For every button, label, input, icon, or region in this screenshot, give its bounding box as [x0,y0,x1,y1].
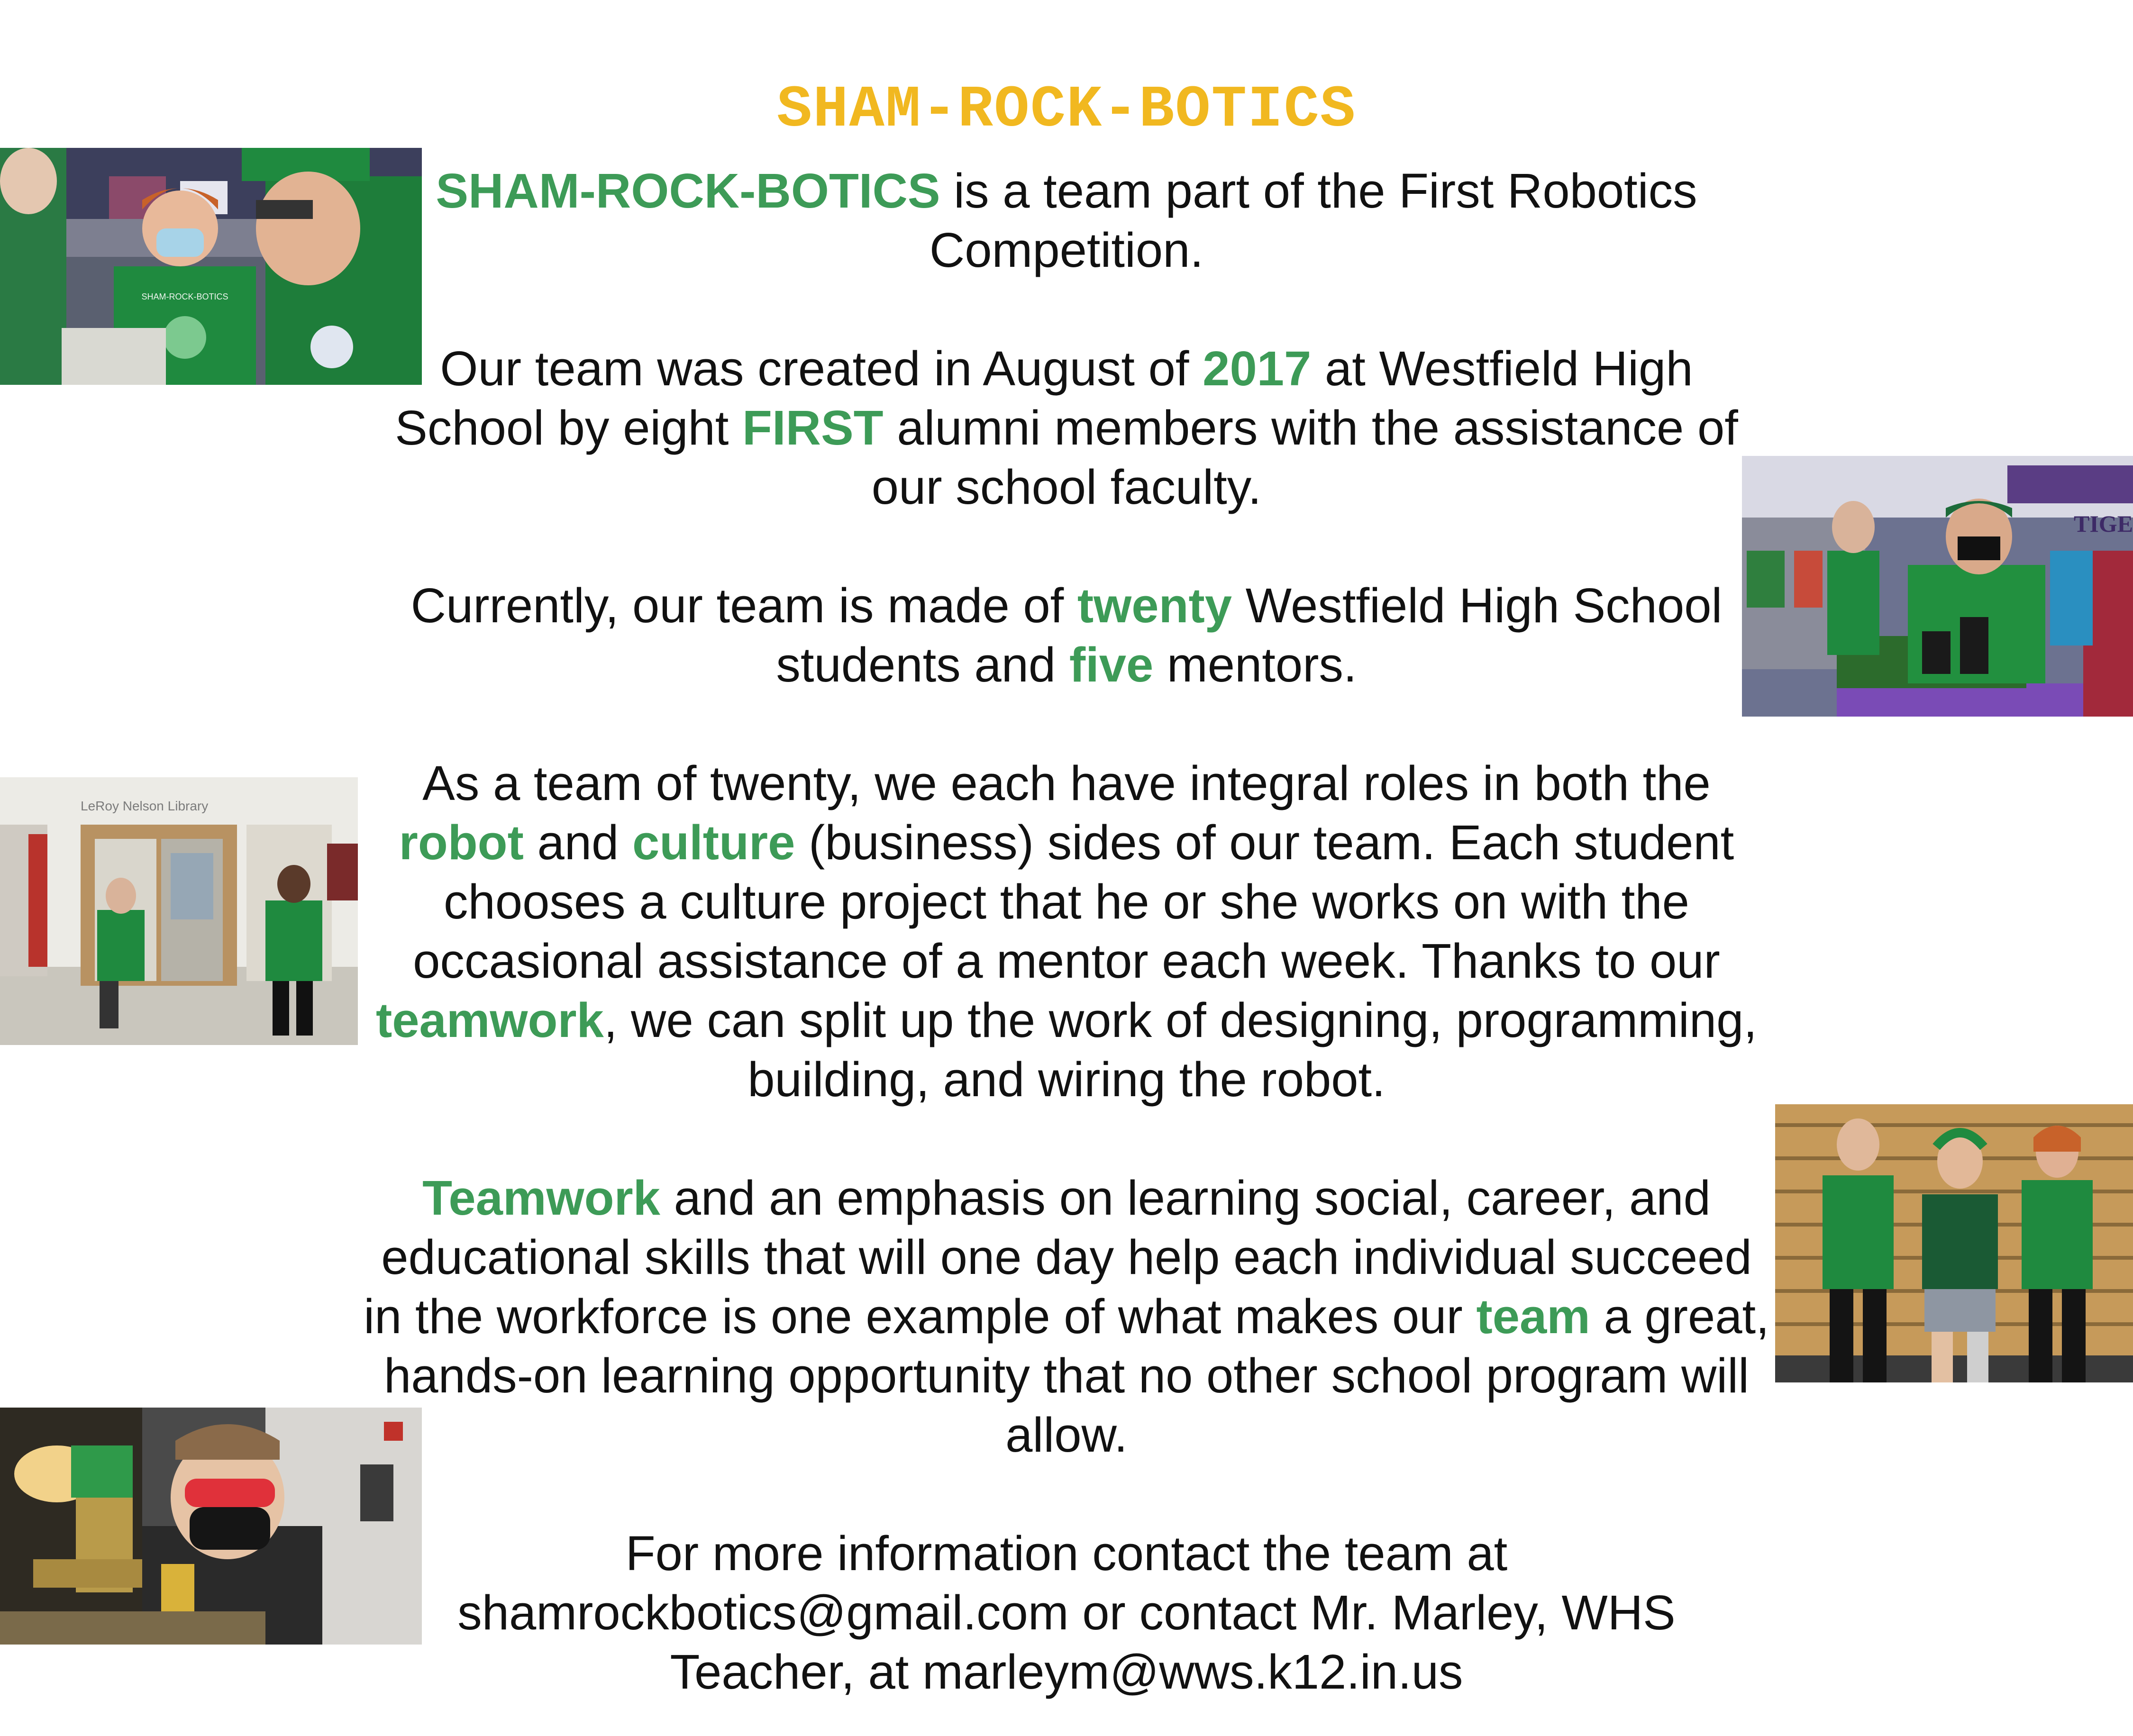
contact-text: For more information contact the team at shamrockbotics@gmail.com or contact Mr. Marley, WHS Teacher, at marleym@wws.k12.in.us [457,1526,1676,1699]
robot-highlight: robot [399,815,524,870]
photo-competition-pit [0,148,422,385]
library-sign: LeRoy Nelson Library [81,799,209,813]
roles-text-2: and [523,815,632,870]
photo-bleachers-trio [1775,1104,2133,1382]
history-text-3: alumni members with the assistance of our school faculty. [871,400,1738,514]
roles-text-4: , we can split up the work of designing, programming, building, and wiring the robot. [603,993,1758,1107]
paragraph-roles [360,754,1773,1109]
teamwork-highlight: teamwork [375,993,604,1047]
photo-machining [0,1408,422,1645]
paragraph-intro [360,161,1773,280]
photo-library-entrance [0,777,358,1045]
roles-text-3: (business) sides of our team. Each student chooses a culture project that he or she works on with the occasional assistance of a mentor each week. Thanks to our [413,815,1734,988]
year-highlight: 2017 [1203,341,1312,396]
page-title: SHAM-ROCK-BOTICS [776,77,1357,144]
team-name-highlight: SHAM-ROCK-BOTICS [436,164,940,218]
paragraph-teamwork [360,1168,1773,1464]
culture-highlight: culture [632,815,795,870]
paragraph-contact [360,1524,1773,1701]
teamwork-text-1: and an emphasis on learning social, career, and educational skills that will one day help each individual succeed in the workforce is one example of what makes our [364,1171,1752,1344]
history-text-1: Our team was created in August of [440,341,1203,396]
history-text-2: at Westfield High School by eight [395,341,1693,455]
shirt-text: SHAM-ROCK-BOTICS [141,292,228,301]
body-text [360,161,1773,1701]
team-highlight: team [1476,1289,1590,1344]
teamwork-lead-highlight: Teamwork [422,1171,660,1225]
roles-text-1: As a team of twenty, we each have integral roles in both the [422,756,1711,810]
paragraph-membership [360,576,1773,694]
first-highlight: FIRST [742,400,884,455]
membership-text-3: mentors. [1153,637,1357,692]
membership-text-2: Westfield High School students and [776,578,1723,692]
paragraph-history [360,339,1773,517]
membership-text-1: Currently, our team is made of [410,578,1077,633]
five-highlight: five [1069,637,1154,692]
photo-driver-station [1742,456,2133,717]
twenty-highlight: twenty [1077,578,1232,633]
teamwork-text-2: a great, hands-on learning opportunity that no other school program will allow. [384,1289,1769,1462]
intro-text: is a team part of the First Robotics Competition. [929,164,1697,277]
banner-text: TIGE [2074,510,2133,537]
